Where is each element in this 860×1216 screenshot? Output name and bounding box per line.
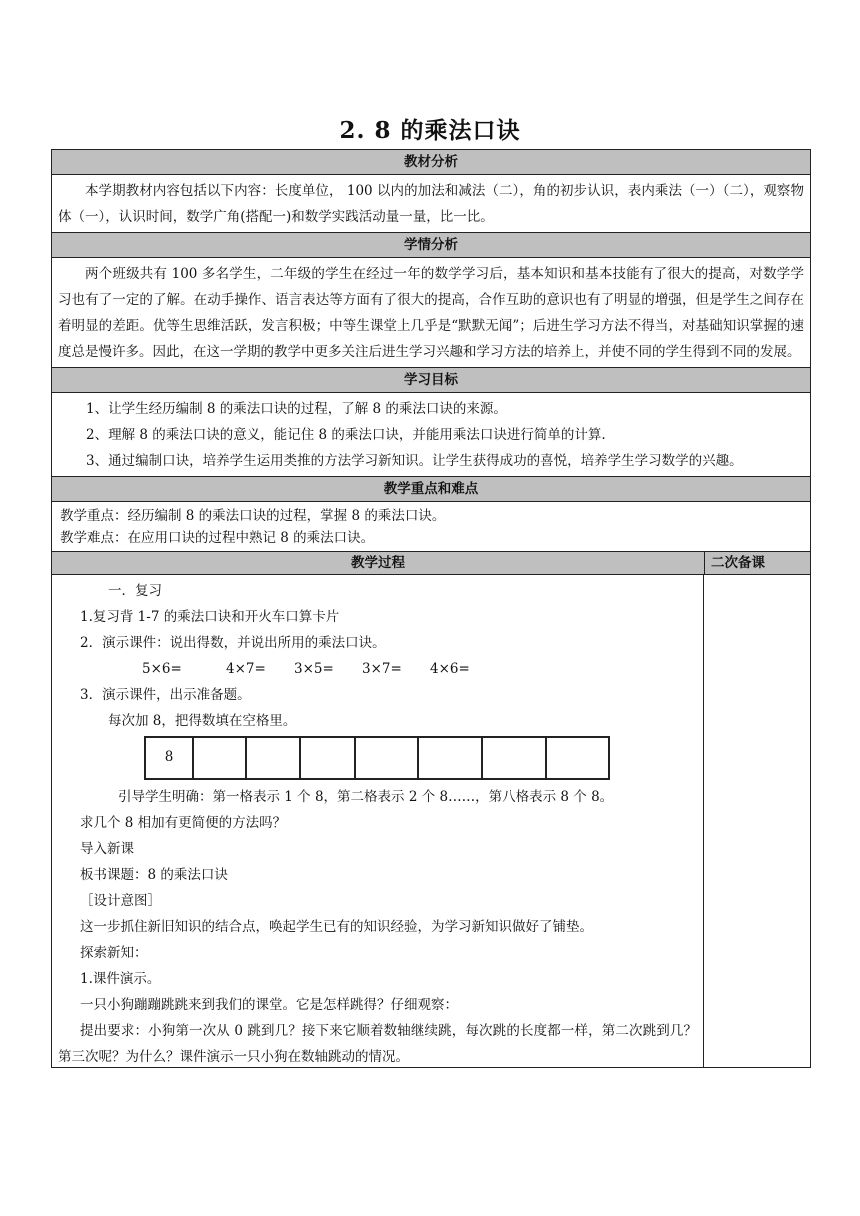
section-process: [52, 552, 810, 1067]
section-header-revision: 二次备课: [711, 555, 765, 571]
section-focus: [52, 477, 810, 552]
grid-cell: 8: [146, 738, 194, 778]
step-3: 3．演示课件，出示准备题。: [80, 687, 251, 703]
section-header-analysis: 教材分析: [52, 150, 810, 175]
goal-item: 2、理解 8 的乘法口诀的意义，能记住 8 的乘法口诀，并能用乘法口诀进行简单的计算.: [86, 427, 606, 443]
dog-text: 一只小狗蹦蹦跳跳来到我们的课堂。它是怎样跳得？仔细观察：: [80, 997, 458, 1013]
expression: 3×5=: [294, 661, 334, 677]
expression: 5×6=: [142, 661, 182, 677]
grid-cell: [194, 738, 247, 778]
expression-list: [52, 656, 703, 682]
fill-grid: [144, 736, 610, 780]
goal-item: 3、通过编制口诀，培养学生运用类推的方法学习新知识。让学生获得成功的喜悦，培养学生学习数学的兴趣。: [86, 453, 743, 469]
grid-cell: [483, 738, 547, 778]
key-point: 教学重点：经历编制 8 的乘法口诀的过程，掌握 8 的乘法口诀。: [60, 508, 446, 524]
review-title: 一．复习: [108, 583, 162, 599]
grid-cell: [547, 738, 608, 778]
grid-cell: [419, 738, 483, 778]
intro-text: 导入新课: [80, 841, 134, 857]
board-text: 板书课题：8 的乘法口诀: [80, 867, 228, 883]
section-header-students: 学情分析: [52, 233, 810, 258]
section-header-process: 教学过程: [52, 552, 705, 574]
step-2: 2．演示课件：说出得数，并说出所用的乘法口诀。: [80, 635, 386, 651]
section-goals: [52, 368, 810, 477]
section-students: [52, 233, 810, 368]
expression: 4×6=: [430, 661, 470, 677]
grid-cell: [356, 738, 419, 778]
design-text: 这一步抓住新旧知识的结合点，唤起学生已有的知识经验，为学习新知识做好了铺垫。: [80, 919, 593, 935]
demo-label: 1.课件演示。: [80, 971, 161, 987]
explore-label: 探索新知：: [80, 945, 148, 961]
lesson-table: [51, 149, 811, 1068]
fill-prompt: 每次加 8，把得数填在空格里。: [108, 713, 297, 729]
page-title: 2. 8 的乘法口诀: [339, 117, 521, 144]
step-1: 1.复习背 1-7 的乘法口诀和开火车口算卡片: [80, 609, 340, 625]
design-label: ［设计意图］: [80, 893, 161, 909]
revision-column: [704, 575, 810, 1067]
difficulty-point: 教学难点：在应用口诀的过程中熟记 8 的乘法口诀。: [60, 530, 375, 546]
goal-item: 1、让学生经历编制 8 的乘法口诀的过程，了解 8 的乘法口诀的来源。: [86, 401, 507, 417]
guide-text: 引导学生明确：第一格表示 1 个 8，第二格表示 2 个 8……，第八格表示 8 个 8。: [118, 789, 614, 805]
section-header-focus: 教学重点和难点: [52, 477, 810, 502]
question-text: 求几个 8 相加有更简便的方法吗？: [80, 815, 287, 831]
grid-cell: [301, 738, 356, 778]
grid-cell: [247, 738, 301, 778]
expression: 3×7=: [362, 661, 402, 677]
analysis-text: 本学期教材内容包括以下内容：长度单位， 100 以内的加法和减法（二），角的初步认识，表内乘法（一）（二），观察物体（一），认识时间，数学广角(搭配一)和数学实践活动量一量，比一比。: [58, 183, 804, 225]
section-header-goals: 学习目标: [52, 368, 810, 393]
section-analysis: [52, 150, 810, 233]
students-text: 两个班级共有 100 多名学生，二年级的学生在经过一年的数学学习后，基本知识和基本技能有了很大的提高，对数学学习也有了一定的了解。在动手操作、语言表达等方面有了很大的提高，合作互助的意识也有了明显的增强，但是学生之间存在着明显的差距。优等生思维活跃，发言积极；中等生课堂上几乎是“默默无闻”；后进生学习方法不得当，对基础知识掌握的速度总是慢许多。因此，在这一学期的教学中更多关注后进生学习兴趣和学习方法的培养上，并使不同的学生得到不同的发展。: [58, 266, 804, 360]
expression: 4×7=: [226, 661, 266, 677]
requirement-text: 提出要求：小狗第一次从 0 跳到几？接下来它顺着数轴继续跳，每次跳的长度都一样，第二次跳到几？第三次呢？为什么？课件演示一只小狗在数轴跳动的情况。: [58, 1023, 697, 1065]
